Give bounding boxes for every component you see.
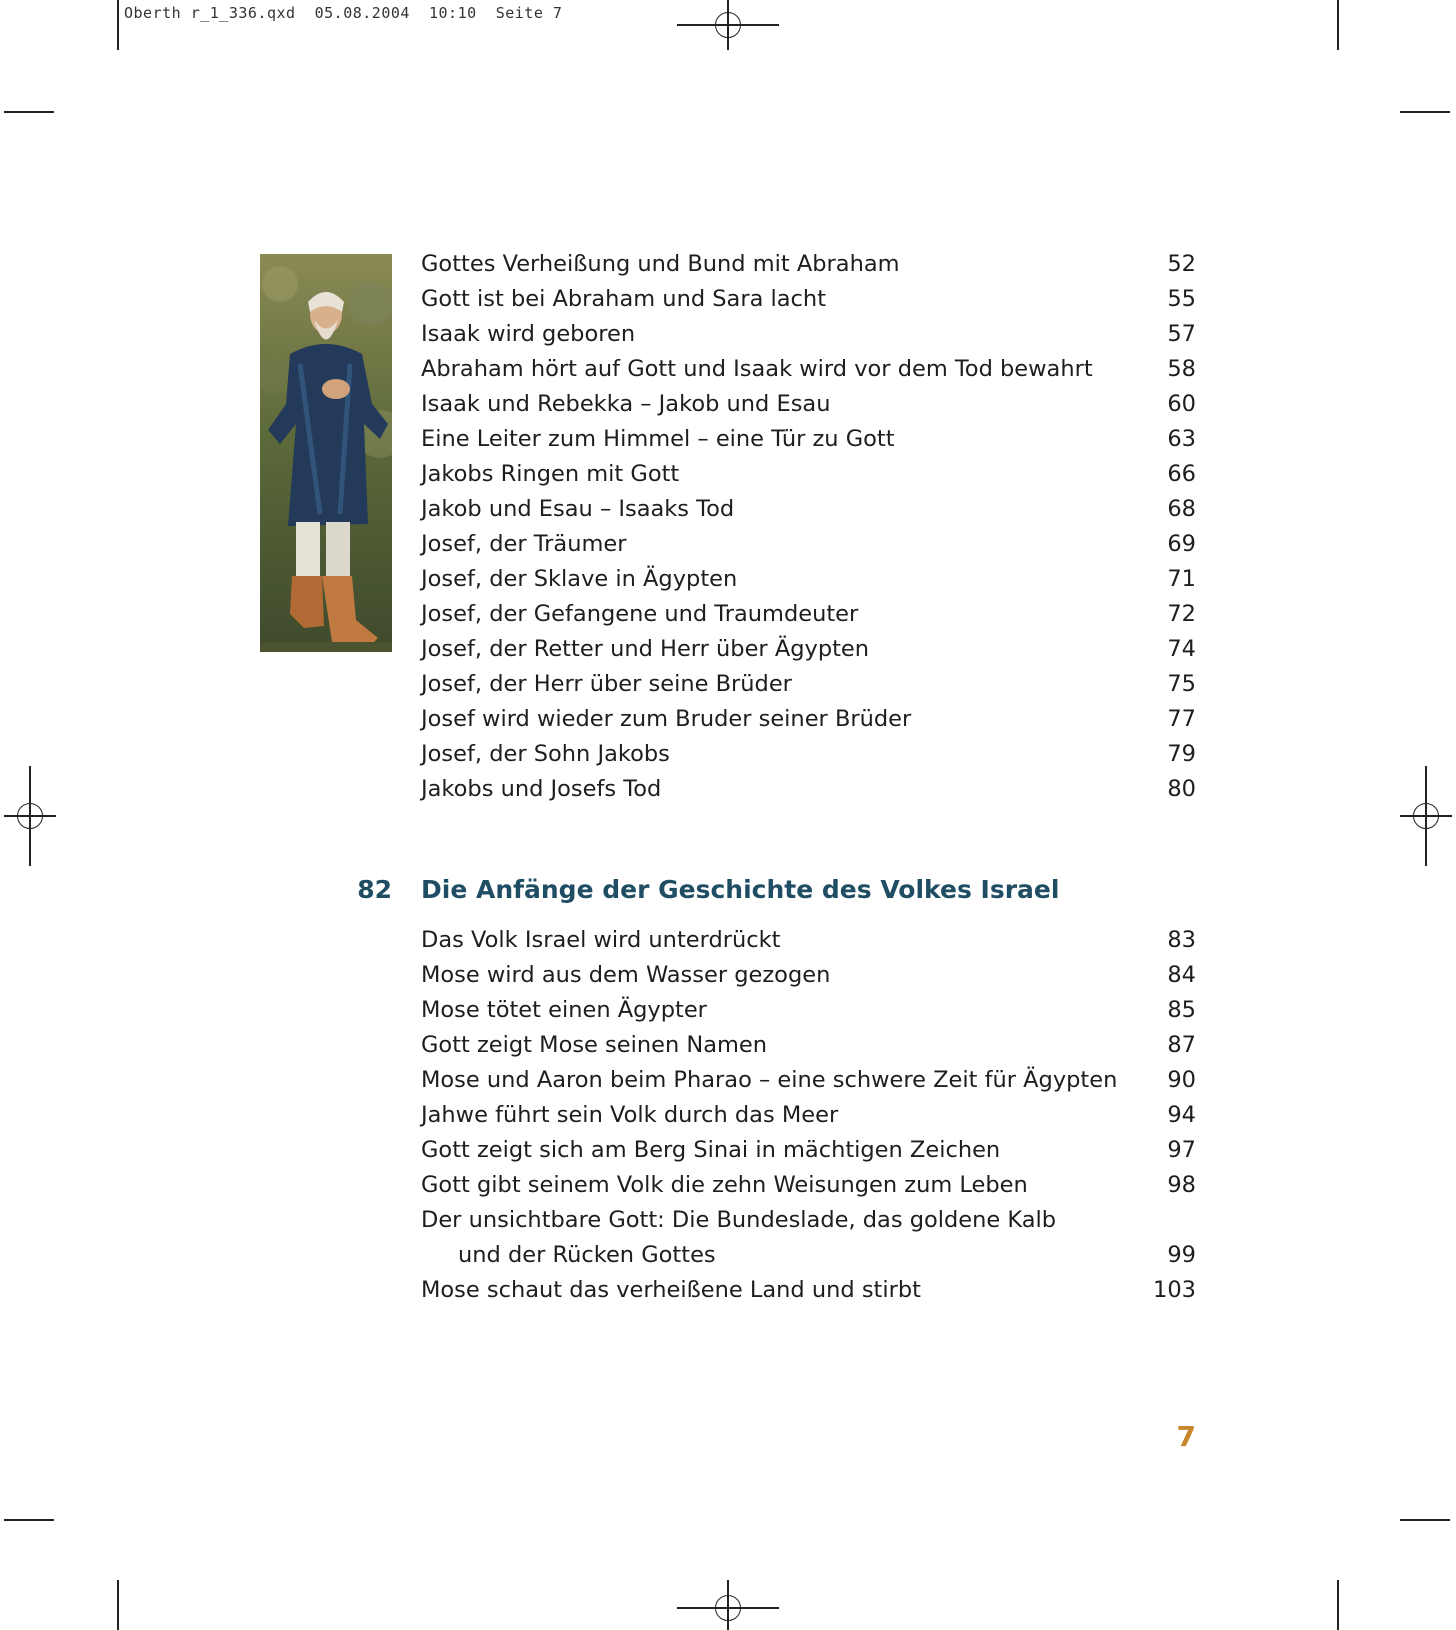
registration-mark-top-circle xyxy=(715,12,741,38)
toc-entry-title: Josef, der Träumer xyxy=(421,531,627,557)
crop-mark-top-right-vertical xyxy=(1337,0,1339,50)
toc-entry-title: Mose und Aaron beim Pharao – eine schwere Zeit für Ägypten xyxy=(421,1067,1118,1093)
toc-entry-title: Josef, der Herr über seine Brüder xyxy=(421,671,792,697)
toc-entry-page: 57 xyxy=(1167,321,1196,347)
toc-entry-page: 58 xyxy=(1167,356,1196,382)
toc-entry-title: Abraham hört auf Gott und Isaak wird vor dem Tod bewahrt xyxy=(421,356,1093,382)
toc-entry xyxy=(421,352,1196,387)
toc-entry xyxy=(421,247,1196,282)
toc-entry xyxy=(421,1063,1196,1098)
toc-entry-page: 84 xyxy=(1167,962,1196,988)
toc-entry-page: 80 xyxy=(1167,776,1196,802)
toc-entry xyxy=(421,317,1196,352)
crop-mark-top-left-vertical xyxy=(117,0,119,50)
crop-mark-bottom-left-vertical xyxy=(117,1580,119,1630)
toc-entry-title: Das Volk Israel wird unterdrückt xyxy=(421,927,781,953)
toc-entry xyxy=(421,387,1196,422)
toc-entry xyxy=(421,562,1196,597)
chapter-page-number: 82 xyxy=(357,875,392,904)
crop-mark-right-bottom-horizontal xyxy=(1400,1519,1450,1521)
toc-entry-page: 94 xyxy=(1167,1102,1196,1128)
toc-entry-page: 63 xyxy=(1167,426,1196,452)
toc-entry xyxy=(421,597,1196,632)
chapter-title: Die Anfänge der Geschichte des Volkes Israel xyxy=(421,875,1060,904)
toc-entry xyxy=(421,923,1196,958)
toc-entry-title: Josef wird wieder zum Bruder seiner Brüder xyxy=(421,706,912,732)
toc-entry-title: Mose schaut das verheißene Land und stirbt xyxy=(421,1277,921,1303)
toc-entry-title: Jakobs und Josefs Tod xyxy=(421,776,662,802)
toc-entry xyxy=(421,1098,1196,1133)
toc-entry-page: 74 xyxy=(1167,636,1196,662)
toc-entry-page: 71 xyxy=(1167,566,1196,592)
toc-entry-title: Gott ist bei Abraham und Sara lacht xyxy=(421,286,827,312)
toc-entry-page: 83 xyxy=(1167,927,1196,953)
toc-entry-title: Isaak und Rebekka – Jakob und Esau xyxy=(421,391,831,417)
slug-page: Seite 7 xyxy=(495,4,563,22)
toc-entry xyxy=(421,772,1196,807)
toc-entry-page: 52 xyxy=(1167,251,1196,277)
registration-mark-left-circle xyxy=(17,803,43,829)
toc-entry-page: 68 xyxy=(1167,496,1196,522)
toc-entry-title: Jakob und Esau – Isaaks Tod xyxy=(421,496,735,522)
toc-entry-title: Jakobs Ringen mit Gott xyxy=(421,461,680,487)
toc-section-top xyxy=(421,247,1196,807)
toc-entry-page: 98 xyxy=(1167,1172,1196,1198)
toc-entry-title: Gott zeigt sich am Berg Sinai in mächtigen Zeichen xyxy=(421,1137,1001,1163)
toc-entry-title: Josef, der Sohn Jakobs xyxy=(421,741,670,767)
toc-entry-page: 103 xyxy=(1153,1277,1196,1303)
chapter-heading xyxy=(350,875,1060,915)
toc-entry xyxy=(421,1203,1196,1238)
toc-entry xyxy=(421,737,1196,772)
toc-entry-page: 66 xyxy=(1167,461,1196,487)
toc-entry xyxy=(421,958,1196,993)
slug-time: 10:10 xyxy=(429,4,477,22)
toc-entry-title: Der unsichtbare Gott: Die Bundeslade, das goldene Kalb xyxy=(421,1207,1057,1233)
toc-entry-page: 77 xyxy=(1167,706,1196,732)
toc-entry-title: Josef, der Retter und Herr über Ägypten xyxy=(421,636,870,662)
toc-entry-page: 69 xyxy=(1167,531,1196,557)
crop-mark-left-bottom-horizontal xyxy=(4,1519,54,1521)
toc-entry xyxy=(421,282,1196,317)
toc-entry xyxy=(421,667,1196,702)
toc-entry-title: Eine Leiter zum Himmel – eine Tür zu Gott xyxy=(421,426,895,452)
toc-entry-page: 72 xyxy=(1167,601,1196,627)
toc-entry xyxy=(421,1238,1196,1273)
crop-mark-right-top-horizontal xyxy=(1400,111,1450,113)
toc-entry-title: Josef, der Gefangene und Traumdeuter xyxy=(421,601,859,627)
toc-entry-page: 90 xyxy=(1167,1067,1196,1093)
toc-entry-page: 97 xyxy=(1167,1137,1196,1163)
toc-entry xyxy=(421,492,1196,527)
toc-entry xyxy=(421,527,1196,562)
toc-entry-title: Gott zeigt Mose seinen Namen xyxy=(421,1032,768,1058)
toc-entry-title: und der Rücken Gottes xyxy=(458,1242,716,1268)
toc-entry xyxy=(421,422,1196,457)
toc-entry xyxy=(421,1273,1196,1308)
toc-entry-title: Gott gibt seinem Volk die zehn Weisungen zum Leben xyxy=(421,1172,1028,1198)
toc-entry-title: Josef, der Sklave in Ägypten xyxy=(421,566,738,592)
toc-entry xyxy=(421,1168,1196,1203)
registration-mark-right-circle xyxy=(1413,803,1439,829)
toc-entry xyxy=(421,457,1196,492)
toc-entry xyxy=(421,632,1196,667)
toc-entry-title: Mose tötet einen Ägypter xyxy=(421,997,707,1023)
toc-entry-page: 87 xyxy=(1167,1032,1196,1058)
toc-entry-title: Isaak wird geboren xyxy=(421,321,636,347)
crop-mark-bottom-right-vertical xyxy=(1337,1580,1339,1630)
page-folio: 7 xyxy=(1176,1420,1196,1453)
toc-entry-page: 60 xyxy=(1167,391,1196,417)
toc-entry-title: Jahwe führt sein Volk durch das Meer xyxy=(421,1102,839,1128)
toc-entry xyxy=(421,1028,1196,1063)
toc-entry-page: 99 xyxy=(1167,1242,1196,1268)
slug-date: 05.08.2004 xyxy=(314,4,410,22)
toc-entry xyxy=(421,993,1196,1028)
slug-file: Oberth r_1_336.qxd xyxy=(124,4,296,22)
toc-entry-title: Mose wird aus dem Wasser gezogen xyxy=(421,962,831,988)
painting-detail-image xyxy=(260,254,392,652)
toc-entry-page: 85 xyxy=(1167,997,1196,1023)
toc-entry xyxy=(421,702,1196,737)
toc-entry-title: Gottes Verheißung und Bund mit Abraham xyxy=(421,251,900,277)
toc-section-bottom xyxy=(421,923,1196,1308)
slug-line xyxy=(124,4,562,22)
toc-entry-page: 55 xyxy=(1167,286,1196,312)
crop-mark-left-top-horizontal xyxy=(4,111,54,113)
toc-entry-page: 79 xyxy=(1167,741,1196,767)
toc-entry xyxy=(421,1133,1196,1168)
registration-mark-bottom-circle xyxy=(715,1595,741,1621)
painting-detail-svg xyxy=(260,254,392,652)
toc-entry-page: 75 xyxy=(1167,671,1196,697)
